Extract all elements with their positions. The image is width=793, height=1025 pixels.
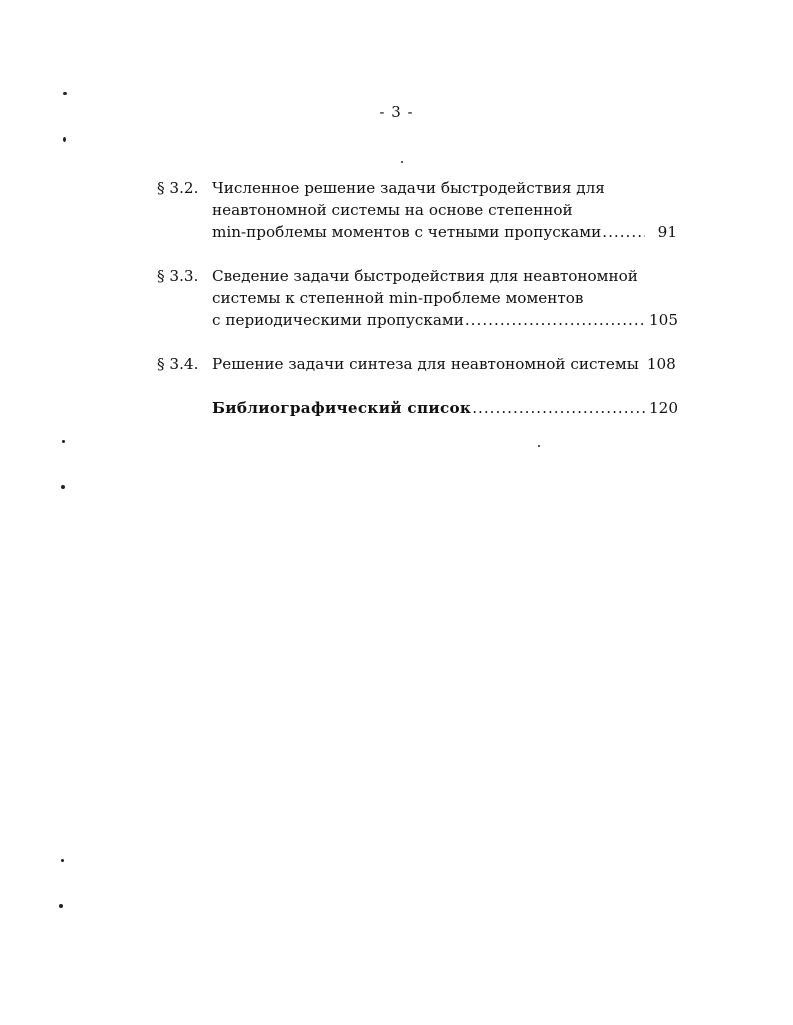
toc-entry-last-line	[212, 309, 677, 331]
toc-entry-3-4	[157, 353, 677, 375]
toc-entry-line: системы к степенной min-проблеме моментов	[212, 289, 584, 307]
scan-speck	[538, 445, 540, 447]
scan-speck	[63, 92, 67, 95]
toc-entry-line: Решение задачи синтеза для неавтономной системы	[212, 355, 639, 373]
toc-entry-line: неавтономной системы на основе степенной	[212, 201, 573, 219]
page-number: - 3 -	[379, 103, 414, 121]
toc-entry-line: Сведение задачи быстродействия для неавтономной	[212, 267, 638, 285]
dot-leader	[472, 397, 645, 419]
scan-speck	[62, 440, 65, 443]
toc-entry-3-2	[157, 177, 677, 243]
toc-page-number: 105	[649, 311, 678, 329]
toc-section-number: § 3.2.	[157, 179, 199, 197]
scan-speck	[63, 137, 66, 142]
scan-speck	[61, 485, 65, 489]
scan-speck	[59, 904, 63, 908]
scan-speck	[401, 161, 403, 163]
toc-section-number: § 3.4.	[157, 355, 199, 373]
dot-leader	[602, 221, 645, 243]
toc-entry-text	[212, 265, 677, 331]
toc-page-number: 120	[649, 399, 678, 417]
toc-entry-text	[212, 353, 677, 375]
toc-entry-line: min-проблемы моментов с четными пропусками	[212, 223, 602, 241]
table-of-contents	[157, 177, 677, 419]
toc-entry-3-3	[157, 265, 677, 331]
toc-entry-text	[212, 177, 677, 243]
dot-leader	[465, 309, 645, 331]
toc-section-number: § 3.3.	[157, 267, 199, 285]
toc-entry-line: Численное решение задачи быстродействия для	[212, 179, 605, 197]
toc-entry-last-line	[212, 353, 677, 375]
toc-entry-last-line	[212, 397, 677, 419]
toc-page-number: 91	[657, 223, 677, 241]
toc-entry-last-line	[212, 221, 677, 243]
toc-page-number: 108	[646, 355, 676, 373]
toc-entry-line: Библиографический список	[212, 399, 472, 417]
toc-entry-line: с периодическими пропусками	[212, 311, 464, 329]
scan-speck	[61, 859, 64, 862]
toc-entry-text	[212, 397, 677, 419]
toc-entry-bibliography	[157, 397, 677, 419]
